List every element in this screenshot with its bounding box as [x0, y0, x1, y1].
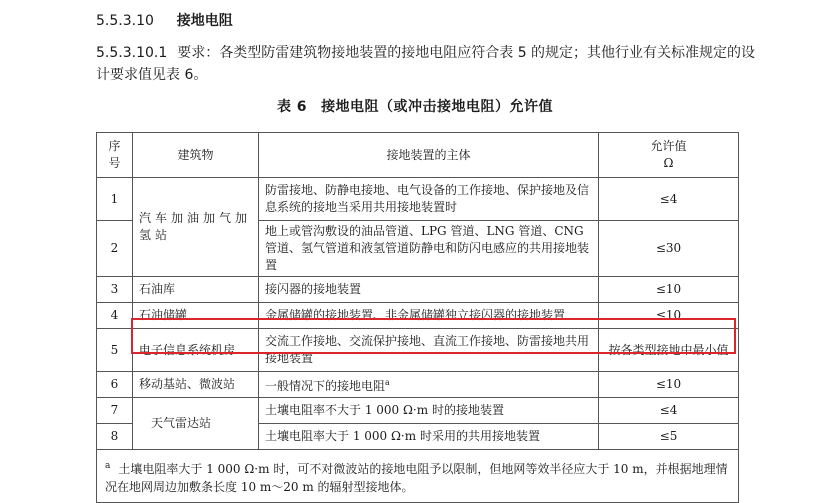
row-building: 石油库: [133, 277, 259, 303]
row-seq: 6: [97, 372, 133, 398]
row-value: 按各类型接地中最小值: [599, 329, 739, 372]
header-seq: 序号: [97, 133, 133, 178]
footnote-mark: a: [385, 378, 390, 387]
table-number: 表 6: [276, 99, 308, 115]
resistance-table: [96, 132, 739, 503]
row-seq: 1: [97, 178, 133, 221]
requirement-text: 要求：各类型防雷建筑物接地装置的接地电阻应符合表 5 的规定；其他行业有关标准规定的设计要求值见表 6。: [96, 45, 756, 83]
row-value: ≤10: [599, 372, 739, 398]
footnote-marker: a: [105, 460, 111, 471]
row-subject: 防雷接地、防静电接地、电气设备的工作接地、保护接地及信息系统的接地当采用共用接地装置时: [259, 178, 599, 221]
row-building: 移动基站、微波站: [133, 372, 259, 398]
table-caption: 接地电阻（或冲击接地电阻）允许值: [321, 99, 554, 115]
row-value: ≤4: [599, 178, 739, 221]
row-value: ≤30: [599, 221, 739, 277]
table-row: [97, 178, 739, 221]
row-seq: 3: [97, 277, 133, 303]
row-building: 电子信息系统机房: [133, 329, 259, 372]
row-building: 汽车加油加气加氢站: [133, 178, 259, 277]
requirement-paragraph: [96, 42, 756, 86]
header-subject: 接地装置的主体: [259, 133, 599, 178]
table-row: [97, 277, 739, 303]
row-seq: 4: [97, 303, 133, 329]
requirement-number: 5.5.3.10.1: [96, 45, 168, 61]
header-building: 建筑物: [133, 133, 259, 178]
row-seq: 8: [97, 424, 133, 450]
table-title: [0, 96, 830, 116]
row-seq: 2: [97, 221, 133, 277]
table-header-row: [97, 133, 739, 178]
table-footnote: [97, 450, 739, 503]
row-value: ≤4: [599, 398, 739, 424]
table-row-highlighted: [97, 329, 739, 372]
footnote-text: 土壤电阻率大于 1 000 Ω·m 时，可不对微波站的接地电阻予以限制，但地网等效半径应大于 10 m，并根据地理情况在地网周边加敷条长度 10 m～20 m 的辐射型接地体。: [105, 461, 728, 494]
row-subject: 交流工作接地、交流保护接地、直流工作接地、防雷接地共用接地装置: [259, 329, 599, 372]
row-value: ≤5: [599, 424, 739, 450]
section-heading: [96, 10, 233, 30]
header-unit: Ω: [663, 156, 674, 170]
row-seq: 7: [97, 398, 133, 424]
row-value: ≤10: [599, 277, 739, 303]
row-seq: 5: [97, 329, 133, 372]
table-row: [97, 372, 739, 398]
row-subject: 一般情况下的接地电阻: [265, 379, 386, 393]
row-subject: 土壤电阻率不大于 1 000 Ω·m 时的接地装置: [259, 398, 599, 424]
row-building: 天气雷达站: [133, 398, 259, 450]
row-subject: 地上或管沟敷设的油品管道、LPG 管道、LNG 管道、CNG 管道、氢气管道和液氢管道防静电和防闪电感应的共用接地装置: [259, 221, 599, 277]
row-value: ≤10: [599, 303, 739, 329]
row-subject: 土壤电阻率大于 1 000 Ω·m 时采用的共用接地装置: [259, 424, 599, 450]
row-subject: 接闪器的接地装置: [259, 277, 599, 303]
table-row: [97, 398, 739, 424]
row-subject: 金属储罐的接地装置、非金属储罐独立接闪器的接地装置: [259, 303, 599, 329]
table-row: [97, 303, 739, 329]
section-number: 5.5.3.10: [96, 13, 154, 29]
row-building: 石油储罐: [133, 303, 259, 329]
table-footnote-row: [97, 450, 739, 503]
header-allowed: [599, 133, 739, 178]
header-allowed-label: 允许值: [650, 139, 687, 153]
section-title: 接地电阻: [176, 13, 233, 29]
row-subject-cell: [259, 372, 599, 398]
